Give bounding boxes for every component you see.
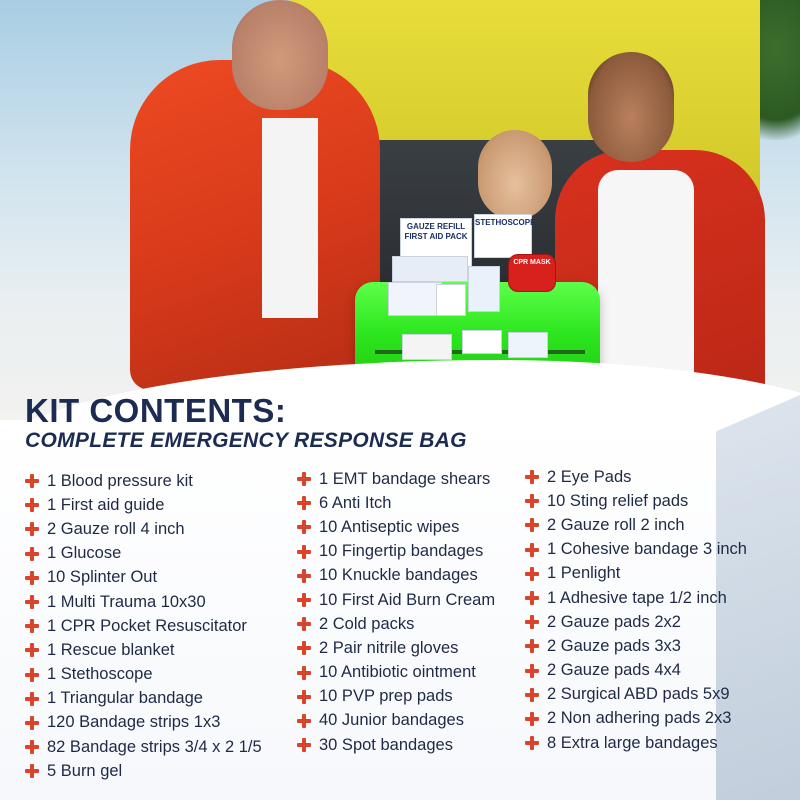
list-item — [297, 491, 495, 515]
paramedic-right-head — [588, 52, 674, 162]
list-item-label: 2 Gauze pads 3x3 — [547, 636, 681, 655]
red-cross-icon — [297, 666, 311, 680]
list-item-label: 1 Glucose — [47, 544, 122, 563]
list-item — [25, 687, 262, 711]
red-cross-icon — [25, 571, 39, 585]
paramedic-left-shirt — [262, 118, 318, 318]
list-item — [25, 614, 262, 638]
red-cross-icon — [25, 498, 39, 512]
paramedic-right-shirt — [598, 170, 694, 390]
paramedic-left-head — [232, 0, 328, 110]
list-item-label: 10 Knuckle bandages — [319, 566, 478, 585]
list-item — [25, 663, 262, 687]
red-cross-icon — [25, 740, 39, 754]
list-item — [25, 542, 262, 566]
list-item — [297, 515, 495, 539]
list-item — [297, 588, 495, 612]
list-item-label: 1 Stethoscope — [47, 665, 153, 684]
red-cross-icon — [525, 543, 539, 557]
supply-pack — [402, 334, 452, 360]
red-cross-icon — [297, 569, 311, 583]
list-item — [25, 590, 262, 614]
list-item-label: 10 Antibiotic ointment — [319, 663, 476, 682]
list-item-label: 1 Rescue blanket — [47, 640, 175, 659]
list-item — [525, 586, 747, 610]
list-item-label: 10 PVP prep pads — [319, 687, 453, 706]
list-item-label: 1 Adhesive tape 1/2 inch — [547, 588, 727, 607]
list-item-label: 1 Penlight — [547, 564, 621, 583]
list-item-label: 10 Antiseptic wipes — [319, 517, 460, 536]
list-item-label: 10 First Aid Burn Cream — [319, 590, 496, 609]
contents-column-1 — [25, 469, 262, 783]
red-cross-icon — [25, 716, 39, 730]
list-item-label: 10 Splinter Out — [47, 568, 158, 587]
list-item-label: 2 Cold packs — [319, 614, 415, 633]
list-item-label: 5 Burn gel — [47, 761, 123, 780]
list-item-label: 2 Gauze roll 2 inch — [547, 515, 685, 534]
contents-column-2 — [297, 467, 495, 757]
list-item-label: 6 Anti Itch — [319, 493, 392, 512]
list-item — [525, 489, 747, 513]
list-item — [297, 661, 495, 685]
supply-pack — [468, 266, 500, 312]
list-item-label: 30 Spot bandages — [319, 735, 453, 754]
list-item — [297, 685, 495, 709]
red-cross-icon — [525, 688, 539, 702]
red-cross-icon — [297, 472, 311, 486]
stethoscope-box: STETHOSCOPE — [474, 214, 532, 258]
red-cross-icon — [297, 617, 311, 631]
list-item-label: 1 Cohesive bandage 3 inch — [547, 540, 747, 559]
list-item — [297, 709, 495, 733]
list-item — [525, 634, 747, 658]
red-cross-icon — [25, 619, 39, 633]
red-cross-icon — [525, 639, 539, 653]
red-cross-icon — [25, 522, 39, 536]
red-cross-icon — [525, 664, 539, 678]
list-item-label: 8 Extra large bandages — [547, 733, 718, 752]
list-item-label: 2 Pair nitrile gloves — [319, 638, 459, 657]
list-item — [525, 731, 747, 755]
list-item-label: 1 Triangular bandage — [47, 689, 203, 708]
supply-pack — [508, 332, 548, 358]
list-item — [25, 638, 262, 662]
list-item-label: 2 Gauze roll 4 inch — [47, 519, 185, 538]
list-item-label: 40 Junior bandages — [319, 711, 464, 730]
red-cross-icon — [25, 547, 39, 561]
list-item — [525, 683, 747, 707]
red-cross-icon — [525, 615, 539, 629]
red-cross-icon — [297, 714, 311, 728]
list-item-label: 2 Surgical ABD pads 5x9 — [547, 685, 730, 704]
red-cross-icon — [297, 545, 311, 559]
red-cross-icon — [525, 518, 539, 532]
list-item — [297, 733, 495, 757]
list-item-label: 1 Multi Trauma 10x30 — [47, 592, 206, 611]
red-cross-icon — [297, 593, 311, 607]
list-item — [297, 467, 495, 491]
trauma-dressing — [392, 256, 468, 282]
list-item — [297, 612, 495, 636]
red-cross-icon — [25, 643, 39, 657]
red-cross-icon — [525, 736, 539, 750]
gauze-pack: GAUZE REFILL FIRST AID PACK — [400, 218, 472, 268]
list-item — [297, 540, 495, 564]
page-subtitle: COMPLETE EMERGENCY RESPONSE BAG — [25, 429, 467, 452]
red-cross-icon — [525, 712, 539, 726]
list-item — [297, 564, 495, 588]
red-cross-icon — [25, 668, 39, 682]
list-item-label: 1 CPR Pocket Resuscitator — [47, 616, 247, 635]
contents-column-3 — [525, 465, 747, 755]
red-cross-icon — [297, 520, 311, 534]
supply-pack — [462, 330, 502, 354]
list-item — [25, 517, 262, 541]
list-item-label: 2 Eye Pads — [547, 467, 632, 486]
list-item — [525, 465, 747, 489]
red-cross-icon — [297, 738, 311, 752]
list-item-label: 2 Non adhering pads 2x3 — [547, 709, 732, 728]
supply-pack — [436, 284, 466, 316]
list-item-label: 2 Gauze pads 4x4 — [547, 661, 681, 680]
list-item — [25, 711, 262, 735]
list-item — [525, 610, 747, 634]
list-item-label: 1 Blood pressure kit — [47, 471, 193, 490]
red-cross-icon — [297, 496, 311, 510]
list-item-label: 10 Fingertip bandages — [319, 542, 484, 561]
list-item — [25, 566, 262, 590]
list-item — [525, 659, 747, 683]
paramedic-middle-head — [478, 130, 552, 220]
list-item-label: 10 Sting relief pads — [547, 491, 689, 510]
red-cross-icon — [525, 567, 539, 581]
paramedic-left — [130, 60, 380, 390]
red-cross-icon — [25, 692, 39, 706]
red-cross-icon — [525, 494, 539, 508]
list-item — [25, 469, 262, 493]
list-item — [297, 636, 495, 660]
list-item — [525, 513, 747, 537]
list-item — [525, 562, 747, 586]
list-item-label: 82 Bandage strips 3/4 x 2 1/5 — [47, 737, 262, 756]
red-cross-icon — [525, 591, 539, 605]
list-item-label: 2 Gauze pads 2x2 — [547, 612, 681, 631]
list-item-label: 1 EMT bandage shears — [319, 469, 491, 488]
list-item-label: 1 First aid guide — [47, 495, 165, 514]
red-cross-icon — [25, 474, 39, 488]
list-item — [25, 759, 262, 783]
list-item-label: 120 Bandage strips 1x3 — [47, 713, 221, 732]
red-cross-icon — [297, 641, 311, 655]
red-cross-icon — [525, 470, 539, 484]
red-cross-icon — [25, 595, 39, 609]
supply-pack — [388, 282, 442, 316]
list-item — [525, 538, 747, 562]
cpr-mask-case: CPR MASK — [508, 254, 556, 292]
list-item — [25, 735, 262, 759]
list-item — [25, 493, 262, 517]
red-cross-icon — [297, 690, 311, 704]
list-item — [525, 707, 747, 731]
red-cross-icon — [25, 764, 39, 778]
page-title: KIT CONTENTS: — [25, 392, 287, 429]
